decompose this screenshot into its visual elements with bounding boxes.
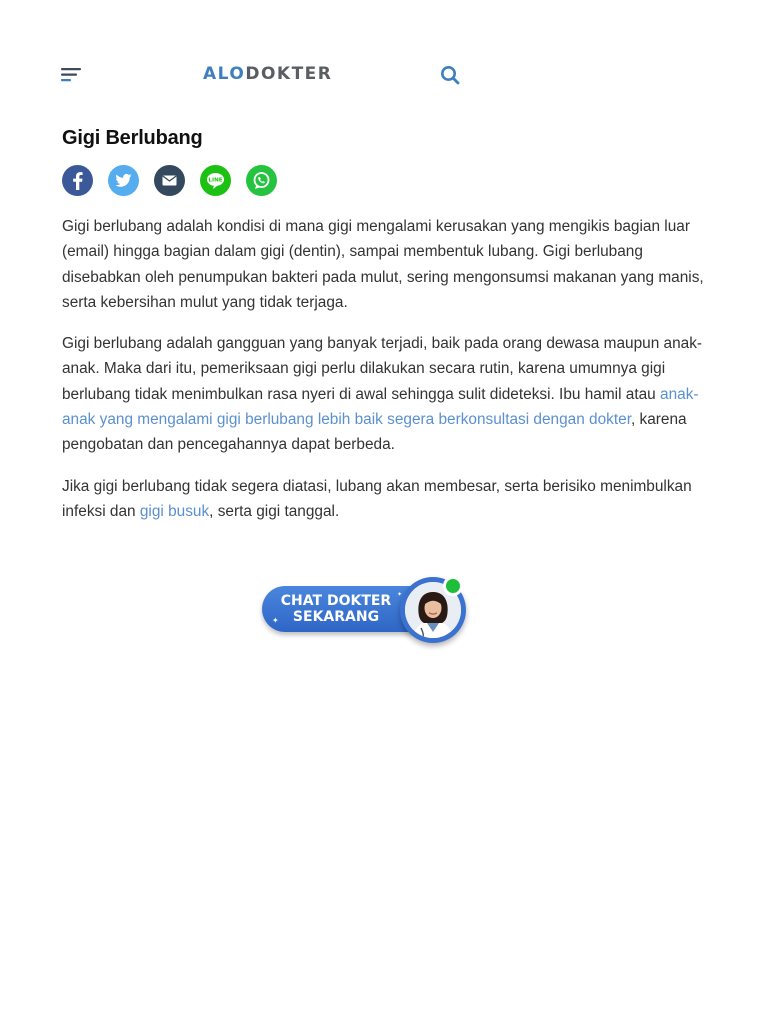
paragraph-text: , serta gigi tanggal. — [209, 502, 340, 520]
email-icon — [154, 165, 185, 196]
logo-alo: ALO — [203, 64, 246, 84]
twitter-icon — [108, 165, 139, 196]
online-status-indicator — [443, 576, 463, 596]
sparkle-icon: ✦ — [397, 592, 403, 598]
whatsapp-share-button[interactable] — [246, 165, 277, 196]
whatsapp-icon — [246, 165, 277, 196]
hamburger-menu-icon[interactable] — [58, 62, 86, 88]
chat-label-line1: CHAT DOKTER — [280, 593, 392, 609]
chat-label-line2: SEKARANG — [292, 609, 380, 625]
chat-doctor-button[interactable] — [258, 574, 472, 646]
email-share-button[interactable] — [154, 165, 185, 196]
gigi-busuk-link[interactable]: gigi busuk — [139, 502, 210, 520]
share-buttons — [62, 165, 277, 195]
paragraph-text: Gigi berlubang adalah gangguan yang banyak terjadi, baik pada orang dewasa maupun anak-anak. Maka dari itu, pemeriksaan gigi perlu dilakukan secara rutin, karena umumnya gigi berlubang tidak menimbulkan rasa nyeri di awal sehingga sulit dideteksi. Ibu hamil atau — [62, 335, 703, 403]
line-icon — [200, 165, 231, 196]
paragraph-text: Jika gigi berlubang tidak segera diatasi, lubang akan membesar, serta berisiko menimbulkan infeksi dan — [62, 477, 692, 520]
logo-dokter: DOKTER — [245, 64, 333, 84]
consult-doctor-link[interactable]: anak-anak yang mengalami gigi berlubang lebih baik segera berkonsultasi dengan dokter — [62, 385, 699, 429]
paragraph-complications — [62, 474, 712, 525]
twitter-share-button[interactable] — [108, 165, 139, 196]
svg-text:LINE: LINE — [208, 177, 223, 184]
paragraph-prevalence — [62, 331, 712, 457]
article-title: Gigi Berlubang — [62, 127, 203, 149]
facebook-icon — [62, 165, 93, 196]
paragraph-intro: Gigi berlubang adalah kondisi di mana gigi mengalami kerusakan yang mengikis bagian luar (email) hingga bagian dalam gigi (dentin), sampai membentuk lubang. Gigi berlubang disebabkan oleh penumpukan bakteri pada mulut, sering mengonsumsi makanan yang manis, serta kebersihan mulut yang tidak terjaga. — [62, 218, 704, 311]
alodokter-logo[interactable] — [203, 63, 332, 85]
sparkle-icon: ✦ — [272, 616, 279, 625]
facebook-share-button[interactable] — [62, 165, 93, 196]
search-icon[interactable] — [436, 61, 464, 89]
line-share-button[interactable] — [200, 165, 231, 196]
chat-label — [268, 593, 404, 625]
paragraph-text: , karena pengobatan dan pencegahannya dapat berbeda. — [62, 411, 687, 454]
article-body — [62, 214, 712, 540]
